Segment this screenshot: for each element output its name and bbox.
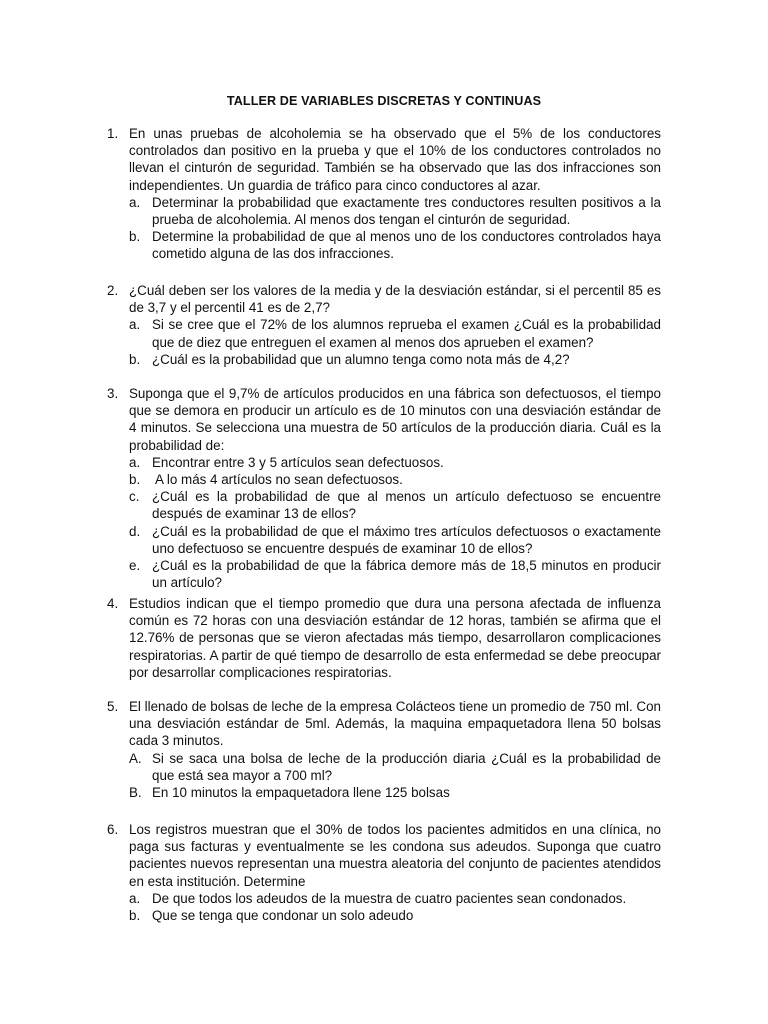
question-number: 3.: [107, 386, 119, 401]
sub-item: [129, 228, 661, 262]
sub-item-text: Si se cree que el 72% de los alumnos reprueba el examen ¿Cuál es la probabilidad que de diez que entreguen el examen al menos dos aprueben el examen?: [152, 317, 661, 350]
question-6: [107, 821, 661, 924]
question-text: Los registros muestran que el 30% de todos los pacientes admitidos en una clínica, no paga sus facturas y eventualmente se les condona sus adeudos. Suponga que cuatro pacientes nuevos representan una muestra aleatoria del conjunto de pacientes atendidos en esta institución. Determine: [129, 822, 661, 889]
sub-item-text: De que todos los adeudos de la muestra de cuatro pacientes sean condonados.: [152, 890, 627, 906]
sub-item: [129, 471, 661, 488]
sub-item: [129, 750, 661, 784]
question-number: 2.: [107, 283, 119, 298]
sub-item-label: b.: [129, 229, 141, 245]
question-number: 1.: [107, 126, 119, 141]
sub-item-text: ¿Cuál es la probabilidad de que al menos un artículo defectuoso se encuentre después de examinar 13 de ellos?: [152, 489, 661, 522]
sub-item-label: d.: [129, 523, 141, 539]
question-1: [107, 125, 661, 263]
sub-item: [129, 784, 661, 801]
sub-item-text: Que se tenga que condonar un solo adeudo: [152, 908, 414, 924]
sub-item-text: Si se saca una bolsa de leche de la producción diaria ¿Cuál es la probabilidad de que está sea mayor a 700 ml?: [152, 750, 661, 783]
question-number: 5.: [107, 699, 119, 714]
question-text: ¿Cuál deben ser los valores de la media y de la desviación estándar, si el percentil 85 es de 3,7 y el percentil 41 es de 2,7?: [129, 283, 661, 316]
document-title: TALLER DE VARIABLES DISCRETAS Y CONTINUAS: [226, 94, 542, 108]
question-3: [107, 385, 661, 591]
question-4: [107, 595, 661, 681]
sub-item-label: a.: [129, 317, 141, 333]
question-text: Suponga que el 9,7% de artículos producidos en una fábrica son defectuosos, el tiempo que se demora en producir un artículo es de 10 minutos con una desviación estándar de 4 minutos. Se selecciona una muestra de 50 artículos de la producción diaria. Cuál es la probabilidad de:: [129, 386, 661, 453]
sub-item-text: Determine la probabilidad de que al menos uno de los conductores controlados haya cometido alguna de las dos infracciones.: [152, 229, 661, 262]
sub-item: [129, 351, 661, 368]
sub-item: [129, 316, 661, 350]
question-text: Estudios indican que el tiempo promedio que dura una persona afectada de influenza común es 72 horas con una desviación estándar de 12 horas, también se afirma que el 12.76% de personas que se vieron afectadas más tiempo, desarrollaron complicaciones respiratorias. A partir de qué tiempo de desarrollo de esta enfermedad se debe preocupar por desarrollar complicaciones respiratorias.: [129, 596, 661, 680]
sub-item-text: Determinar la probabilidad que exactamente tres conductores resulten positivos a la prueba de alcoholemia. Al menos dos tengan el cinturón de seguridad.: [152, 194, 661, 228]
sub-item-text: ¿Cuál es la probabilidad de que el máximo tres artículos defectuosos o exactamente uno defectuoso se encuentre después de examinar 10 de ellos?: [152, 523, 661, 556]
sub-item-label: A.: [129, 750, 142, 766]
sub-item-label: b.: [129, 908, 141, 924]
sub-item-label: B.: [129, 785, 142, 801]
sub-item: [129, 523, 661, 557]
question-text: En unas pruebas de alcoholemia se ha observado que el 5% de los conductores controlados dan positivo en la prueba y que el 10% de los conductores controlados no llevan el cinturón de seguridad. También se ha observado que las dos infracciones son independientes. Un guardia de tráfico para cinco conductores al azar.: [129, 126, 661, 193]
question-number: 6.: [107, 822, 119, 837]
sub-item-text: ¿Cuál es la probabilidad que un alumno tenga como nota más de 4,2?: [152, 351, 570, 367]
question-text: El llenado de bolsas de leche de la empresa Colácteos tiene un promedio de 750 ml. Con una desviación estándar de 5ml. Además, la maquina empaquetadora llena 50 bolsas cada 3 minutos.: [129, 699, 661, 749]
sub-item-label: c.: [129, 489, 140, 505]
sub-item: [129, 454, 661, 471]
sub-item-label: a.: [129, 454, 141, 470]
sub-item: [129, 890, 661, 907]
sub-item-text: Encontrar entre 3 y 5 artículos sean defectuosos.: [152, 454, 444, 470]
question-number: 4.: [107, 596, 119, 611]
sub-item-label: a.: [129, 890, 141, 906]
sub-item-label: b.: [129, 472, 141, 488]
sub-item: [129, 557, 661, 591]
sub-item-text: ¿Cuál es la probabilidad de que la fábrica demore más de 18,5 minutos en producir un artículo?: [152, 558, 661, 591]
question-2: [107, 282, 661, 368]
sub-item: [129, 194, 661, 228]
question-5: [107, 698, 661, 801]
sub-item-label: e.: [129, 558, 141, 574]
sub-item: [129, 907, 661, 924]
sub-item: [129, 488, 661, 522]
sub-item-label: b.: [129, 351, 141, 367]
sub-item-text: A lo más 4 artículos no sean defectuosos.: [152, 472, 403, 488]
sub-item-label: a.: [129, 194, 141, 210]
sub-item-text: En 10 minutos la empaquetadora llene 125 bolsas: [152, 785, 450, 801]
